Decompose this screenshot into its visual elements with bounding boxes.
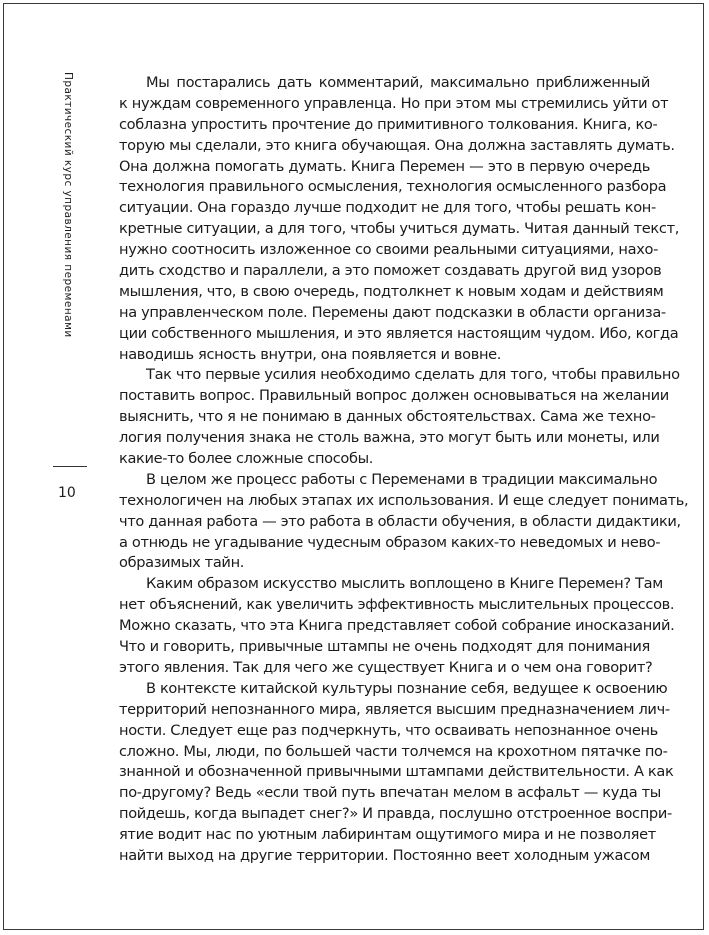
text-line: технологичен на любых этапах их использования. И еще следует понимать, — [119, 491, 689, 509]
text-line: к нуждам современного управленца. Но при этом мы стремились уйти от — [119, 94, 669, 112]
text-line: нужно соотносить изложенное со своими реальными ситуациями, нахо- — [119, 241, 658, 259]
text-line: В контексте китайской культуры познание себя, ведущее к освоению — [146, 679, 668, 697]
text-line: сложно. Мы, люди, по большей части толчемся на крохотном пятачке по- — [119, 742, 668, 760]
text-line: этого явления. Так для чего же существует Книга и о чем она говорит? — [119, 658, 653, 676]
text-line: ситуации. Она гораздо лучше подходит не для того, чтобы решать кон- — [119, 199, 656, 217]
text-line: ции собственного мышления, и это является настоящим чудом. Ибо, когда — [119, 324, 679, 342]
text-line: нет объяснений, как увеличить эффективность мыслительных процессов. — [119, 596, 675, 614]
text-line: найти выход на другие территории. Постоянно веет холодным ужасом — [119, 846, 650, 864]
text-line: технология правильного осмысления, технология осмысленного разбора — [119, 178, 667, 196]
body-text — [119, 73, 689, 867]
text-line: соблазна упростить прочтение до примитивного толкования. Книга, ко- — [119, 115, 658, 133]
text-line: мышления, что, в свою очередь, подтолкнет к новым ходам и действиям — [119, 282, 664, 300]
text-line: поставить вопрос. Правильный вопрос должен основываться на желании — [119, 387, 669, 405]
text-line: какие-то более сложные способы. — [119, 450, 374, 468]
text-line: Так что первые усилия необходимо сделать для того, чтобы правильно — [146, 366, 680, 384]
text-line: а отнюдь не угадывание чудесным образом каких-то неведомых и нево- — [119, 533, 661, 551]
text-line: выяснить, что я не понимаю в данных обстоятельствах. Сама же техно- — [119, 408, 656, 426]
running-head: Практический курс управления переменами — [62, 72, 74, 338]
text-line: Мы постарались дать комментарий, максимально приближенный — [146, 74, 650, 91]
text-line: образимых тайн. — [119, 554, 245, 572]
text-line: пойдешь, когда выпадет снег?» И правда, послушно отстроенное воспри- — [119, 805, 672, 823]
page-number: 10 — [58, 485, 76, 501]
text-line: наводишь ясность внутри, она появляется и вовне. — [119, 345, 502, 363]
text-line: логия получения знака не столь важна, это могут быть или монеты, или — [119, 429, 660, 447]
text-line: территорий непознанного мира, является высшим предназначением лич- — [119, 700, 670, 718]
text-line: В целом же процесс работы с Переменами в традиции максимально — [146, 470, 658, 488]
text-line: Каким образом искусство мыслить воплощено в Книге Перемен? Там — [146, 575, 663, 593]
text-line: по-другому? Ведь «если твой путь впечатан мелом в асфальт — куда ты — [119, 784, 661, 802]
text-line: на управленческом поле. Перемены дают подсказки в области организа- — [119, 303, 666, 321]
text-line: Можно сказать, что эта Книга представляет собой собрание иносказаний. — [119, 617, 675, 635]
text-line: ятие водит нас по уютным лабиринтам ощутимого мира и не позволяет — [119, 826, 656, 844]
folio-rule — [53, 466, 87, 467]
text-line: кретные ситуации, а для того, чтобы учиться думать. Читая данный текст, — [119, 220, 680, 238]
text-line: Она должна помогать думать. Книга Перемен — это в первую очередь — [119, 157, 650, 175]
text-line: что данная работа — это работа в области обучения, в области дидактики, — [119, 512, 681, 530]
text-line: Что и говорить, привычные штампы не очень подходят для понимания — [119, 638, 650, 656]
text-line: торую мы сделали, это книга обучающая. Она должна заставлять думать. — [119, 136, 675, 154]
text-line: ности. Следует еще раз подчеркнуть, что осваивать непознанное очень — [119, 721, 658, 739]
text-line: знанной и обозначенной привычными штампами действительности. А как — [119, 763, 674, 781]
text-line: дить сходство и параллели, а это поможет создавать другой вид узоров — [119, 262, 662, 280]
